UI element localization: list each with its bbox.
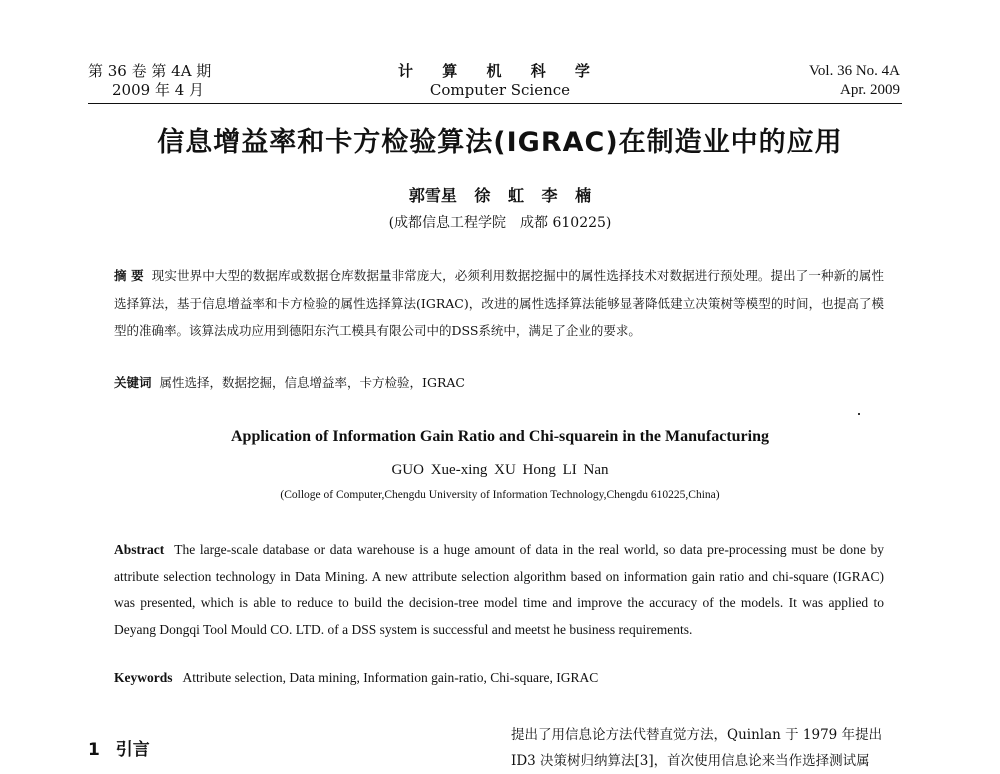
- abstract-text-zh: 现实世界中大型的数据库或数据仓库数据量非常庞大，必须利用数据挖掘中的属性选择技术对数据进行预处理。提出了一种新的属性选择算法，基于信息增益率和卡方检验的属性选择算法(IGRAC)，改进的属性选择算法能够显著降低建立决策树等模型的时间，也提高了模型的准确率。该算法成功应用到德阳东汽工模具有限公司中的DSS系统中，满足了企业的要求。: [114, 268, 884, 338]
- paper-title-zh: 信息增益率和卡方检验算法(IGRAC)在制造业中的应用: [157, 127, 843, 158]
- section-heading-introduction: 1 引言: [88, 740, 150, 760]
- keywords-zh: [114, 373, 465, 391]
- keywords-text-en: Attribute selection, Data mining, Information gain-ratio, Chi-square, IGRAC: [182, 670, 599, 685]
- paper-title-en: Application of Information Gain Ratio and Chi-squarein in the Manufacturing: [231, 428, 769, 445]
- keywords-en: [114, 670, 598, 686]
- body-text-right-column: 提出了用信息论方法代替直觉方法，Quinlan 于 1979 年提出ID3 决策树归纳算法[3]，首次使用信息论来当作选择测试属: [511, 727, 883, 769]
- header-volume-block: [809, 62, 900, 100]
- header-issue: 第 36 卷 第 4A 期: [88, 62, 212, 80]
- header-rule: [88, 103, 902, 104]
- header-month: Apr. 2009: [840, 82, 900, 98]
- keywords-label-en: Keywords: [114, 670, 173, 685]
- authors-en: GUO Xue-xing XU Hong LI Nan: [391, 462, 609, 478]
- keywords-label-zh: 关键词: [114, 375, 152, 390]
- header-date: 2009 年 4 月: [112, 81, 205, 99]
- journal-name-en: Computer Science: [429, 81, 571, 99]
- scan-speck: [858, 413, 860, 415]
- header-volume: Vol. 36 No. 4A: [809, 63, 900, 79]
- journal-name-zh: 计 算 机 科 学: [398, 62, 602, 80]
- abstract-label-en: Abstract: [114, 542, 165, 557]
- abstract-label-zh: 摘 要: [114, 268, 144, 283]
- abstract-text-en: The large-scale database or data warehouse is a huge amount of data in the real world, so data pre-processing must be done by attribute selection technology in Data Mining. A new attribute selection algorithm based on information gain ratio and chi-square (IGRAC) was presented, which is able to reduce to build the decision-tree model time and improve the accuracy of the models. It was applied to Deyang Dongqi Tool Mould CO. LTD. of a DSS system is successful and meetst he business requirements.: [114, 542, 884, 637]
- abstract-en: [114, 537, 884, 643]
- abstract-zh: [114, 262, 884, 345]
- affiliation-zh: (成都信息工程学院 成都 610225): [388, 215, 612, 231]
- keywords-text-zh: 属性选择，数据挖掘，信息增益率，卡方检验，IGRAC: [159, 375, 465, 390]
- affiliation-en: (Colloge of Computer,Chengdu University of Information Technology,Chengdu 610225,China): [280, 489, 720, 501]
- authors-zh: 郭雪星 徐 虹 李 楠: [408, 186, 592, 205]
